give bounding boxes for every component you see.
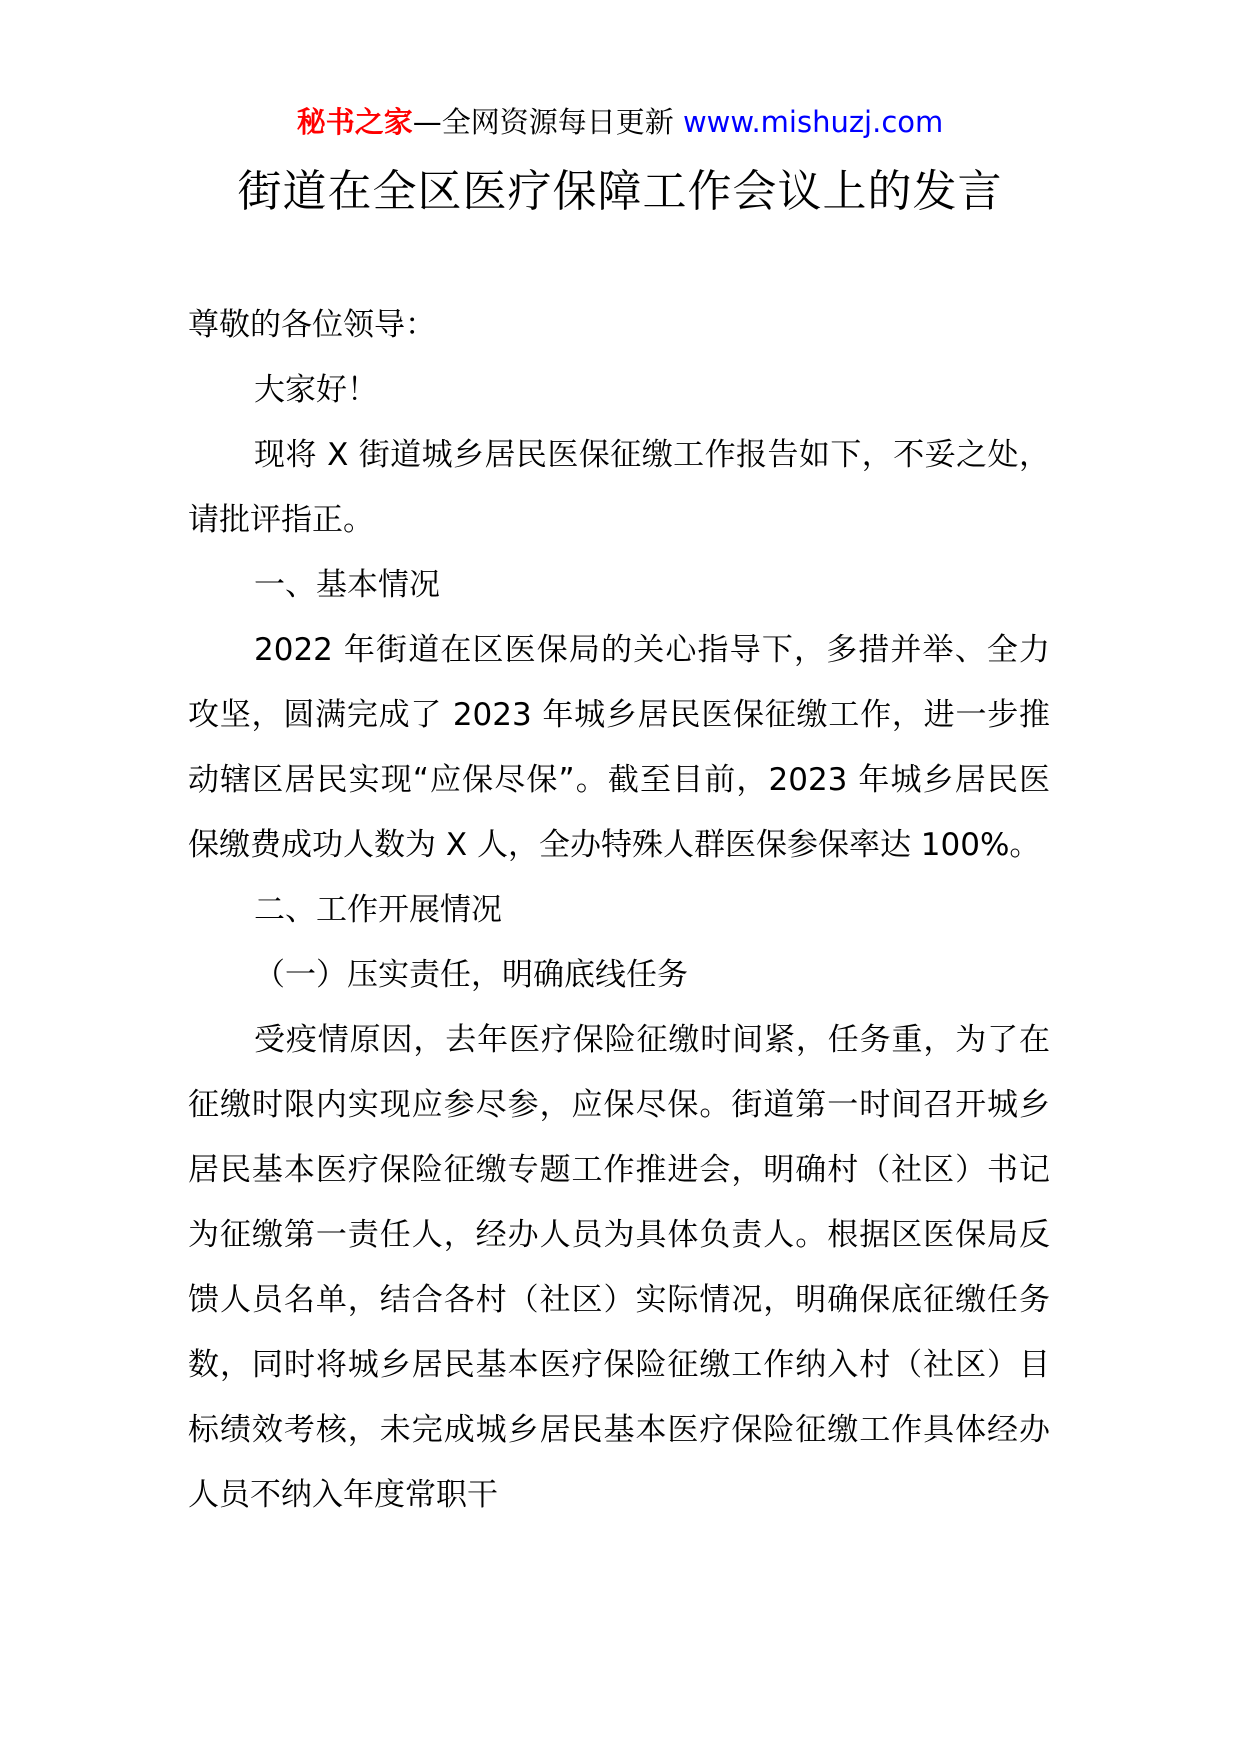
- site-tagline: —全网资源每日更新: [412, 105, 683, 139]
- subsection-heading-1: （一）压实责任，明确底线任务: [254, 957, 688, 993]
- section-heading-basic: 一、基本情况: [254, 567, 440, 603]
- site-brand: 秘书之家: [296, 105, 413, 139]
- site-url-link[interactable]: www.mishuzj.com: [682, 105, 944, 139]
- document-body: [188, 293, 1050, 1528]
- site-header: [0, 102, 1240, 142]
- section-heading-work: 二、工作开展情况: [254, 892, 502, 928]
- basic-situation-paragraph: 2022 年街道在区医保局的关心指导下，多措并举、全力攻坚，圆满完成了 2023 年城乡居民医保征缴工作，进一步推动辖区居民实现“应保尽保”。截至目前，2023 年城乡居民医保缴费成功人数为 X 人，全办特殊人群医保参保率达 100%。: [188, 632, 1050, 863]
- salutation: 尊敬的各位领导：: [188, 307, 436, 343]
- document-title: 街道在全区医疗保障工作会议上的发言: [237, 166, 1003, 217]
- greeting: 大家好！: [254, 372, 378, 408]
- responsibility-paragraph: 受疫情原因，去年医疗保险征缴时间紧，任务重，为了在征缴时限内实现应参尽参，应保尽保。街道第一时间召开城乡居民基本医疗保险征缴专题工作推进会，明确村（社区）书记为征缴第一责任人，经办人员为具体负责人。根据区医保局反馈人员名单，结合各村（社区）实际情况，明确保底征缴任务数，同时将城乡居民基本医疗保险征缴工作纳入村（社区）目标绩效考核，未完成城乡居民基本医疗保险征缴工作具体经办人员不纳入年度常职干: [188, 1022, 1050, 1513]
- intro-paragraph: 现将 X 街道城乡居民医保征缴工作报告如下，不妥之处，请批评指正。: [188, 437, 1050, 538]
